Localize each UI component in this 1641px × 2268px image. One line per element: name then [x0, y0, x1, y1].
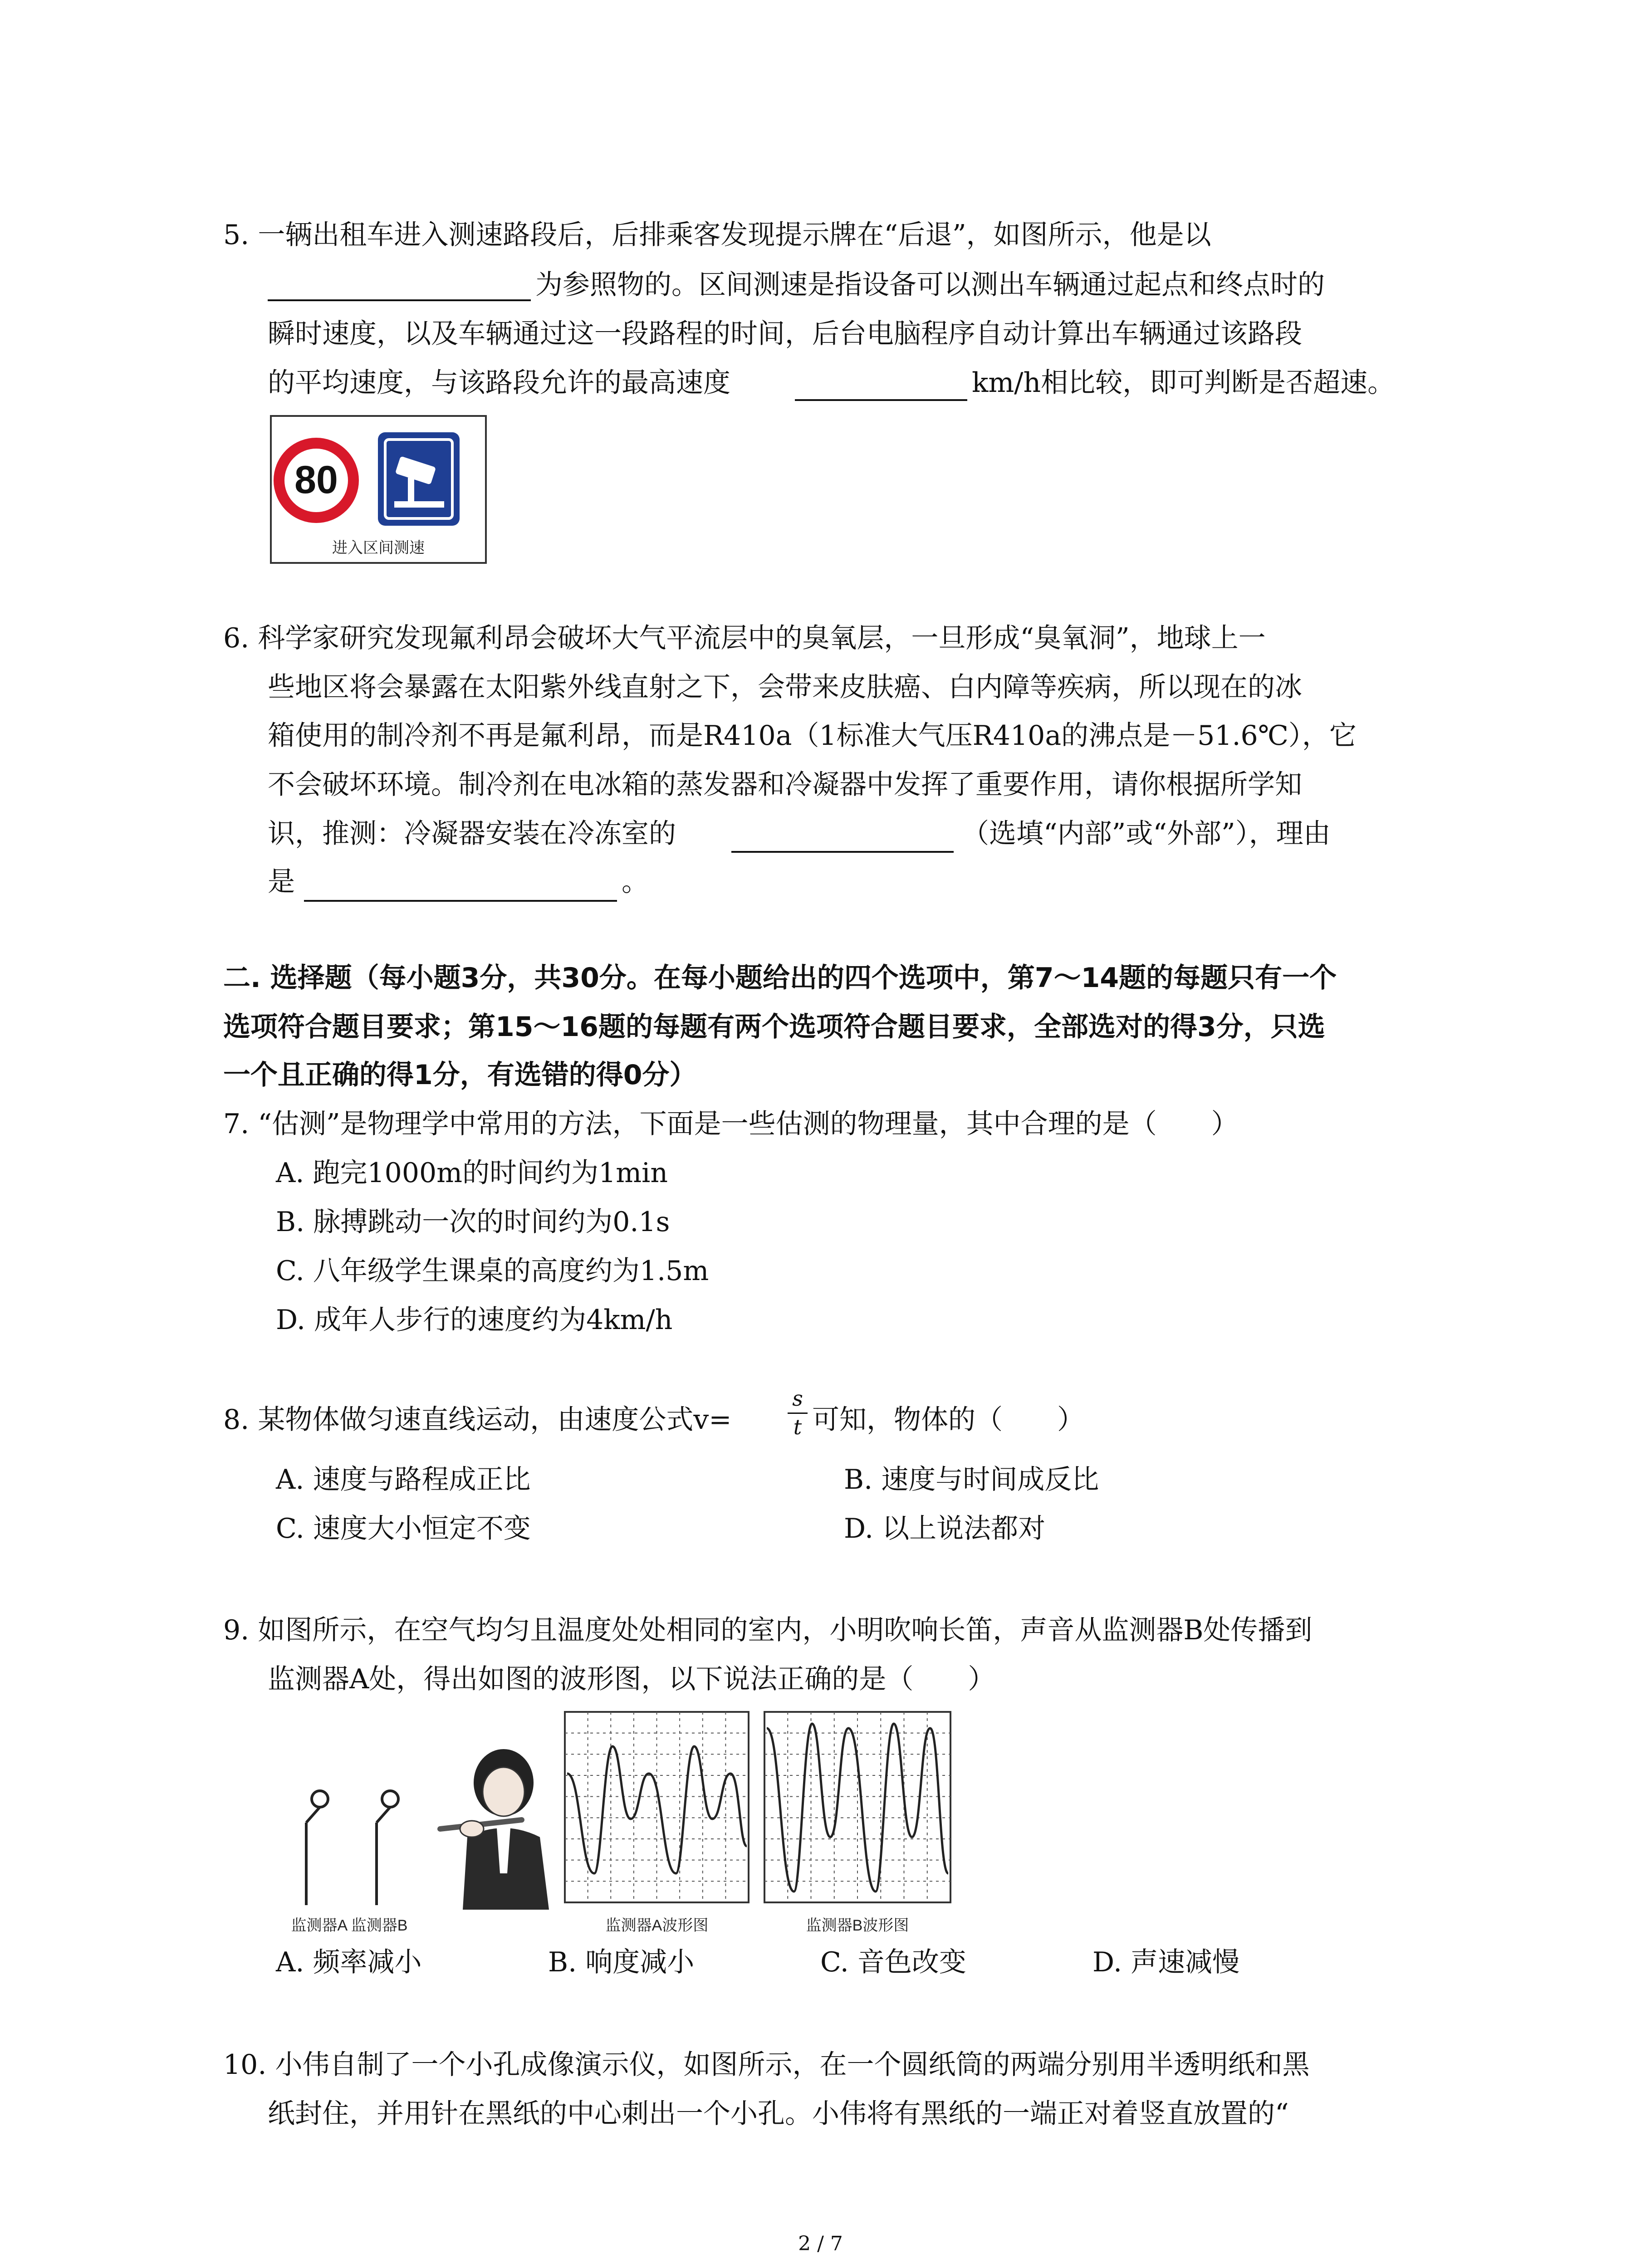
q5-line-4a: 的平均速度，与该路段允许的最高速度 [268, 367, 730, 399]
q8-option-b[interactable]: B. 速度与时间成反比 [844, 1464, 1099, 1496]
q9-option-c[interactable]: C. 音色改变 [820, 1946, 966, 1978]
q6-line-6b: 。 [622, 866, 649, 898]
page-number: 2 / 7 [798, 2232, 843, 2255]
speed-limit-number: 80 [294, 458, 338, 502]
q5-line-4b: km/h相比较，即可判断是否超速。 [972, 367, 1395, 399]
q5-line-1: 5. 一辆出租车进入测速路段后，后排乘客发现提示牌在“后退”，如图所示，他是以 [223, 219, 1211, 251]
q7-stem: 7. “估测”是物理学中常用的方法，下面是一些估测的物理量，其中合理的是（ ） [223, 1108, 1239, 1140]
q5-line-2: 为参照物的。区间测速是指设备可以测出车辆通过起点和终点时的 [535, 269, 1325, 301]
speed-camera-sign-figure [270, 415, 487, 564]
section2-heading-line-1: 二. 选择题（每小题3分，共30分。在每小题给出的四个选项中，第7～14题的每题只有一个 [223, 962, 1337, 994]
q8-fraction [788, 1388, 808, 1437]
q5-blank-2[interactable] [795, 399, 967, 401]
q8-fraction-denominator: t [793, 1415, 802, 1439]
speed-sign-graphic [272, 417, 485, 562]
detector-b-icon [377, 1791, 398, 1905]
q6-line-2: 些地区将会暴露在太阳紫外线直射之下，会带来皮肤癌、白内障等疾病，所以现在的冰 [268, 671, 1302, 703]
q6-line-4: 不会破坏环境。制冷剂在电冰箱的蒸发器和冷凝器中发挥了重要作用，请你根据所学知 [268, 769, 1302, 801]
flute-player-icon [440, 1749, 549, 1910]
q6-blank-1[interactable] [731, 851, 954, 853]
q8-option-d[interactable]: D. 以上说法都对 [844, 1513, 1046, 1545]
q9-option-b[interactable]: B. 响度减小 [548, 1946, 695, 1978]
q9-line-1: 9. 如图所示，在空气均匀且温度处处相同的室内，小明吹响长笛，声音从监测器B处传播到 [223, 1614, 1313, 1646]
q10-line-2: 纸封住，并用针在黑纸的中心刺出一个小孔。小伟将有黑纸的一端正对着竖直放置的“ [268, 2098, 1289, 2130]
q8-option-a[interactable]: A. 速度与路程成正比 [276, 1464, 531, 1496]
q7-option-a[interactable]: A. 跑完1000m的时间约为1min [276, 1157, 668, 1189]
q9-option-a[interactable]: A. 频率减小 [276, 1946, 422, 1978]
q6-line-5b: （选填“内部”或“外部”），理由 [962, 818, 1331, 850]
sign-caption: 进入区间测速 [332, 539, 425, 557]
q6-line-3: 箱使用的制冷剂不再是氟利昂，而是R410a（1标准大气压R410a的沸点是－51.6℃），它 [268, 720, 1357, 752]
waveform-a-caption: 监测器A波形图 [605, 1917, 709, 1934]
q9-line-2: 监测器A处，得出如图的波形图，以下说法正确的是（ ） [268, 1663, 995, 1695]
waveform-a-chart [565, 1712, 749, 1902]
section2-heading-line-2: 选项符合题目要求；第15～16题的每题有两个选项符合题目要求，全部选对的得3分，只选 [223, 1011, 1325, 1043]
q5-line-3: 瞬时速度，以及车辆通过这一段路程的时间，后台电脑程序自动计算出车辆通过该路段 [268, 318, 1302, 350]
q8-stem-a: 8. 某物体做匀速直线运动，由速度公式v= [223, 1404, 732, 1436]
q9-figure-graphic [268, 1710, 989, 1941]
q7-option-c[interactable]: C. 八年级学生课桌的高度约为1.5m [276, 1255, 709, 1287]
q8-option-c[interactable]: C. 速度大小恒定不变 [276, 1513, 531, 1545]
q9-figure [268, 1710, 989, 1941]
q6-line-1: 6. 科学家研究发现氟利昂会破坏大气平流层中的臭氧层，一旦形成“臭氧洞”，地球上一 [223, 622, 1266, 654]
detector-a-icon [306, 1791, 328, 1905]
q9-option-d[interactable]: D. 声速减慢 [1092, 1946, 1240, 1978]
q6-line-5a: 识，推测：冷凝器安装在冷冻室的 [268, 818, 676, 850]
q5-blank-1[interactable] [268, 299, 531, 301]
q6-blank-2[interactable] [304, 900, 617, 902]
q7-option-d[interactable]: D. 成年人步行的速度约为4km/h [276, 1304, 673, 1336]
q8-fraction-numerator: s [792, 1386, 803, 1411]
section2-heading-line-3: 一个且正确的得1分，有选错的得0分） [223, 1059, 697, 1091]
q7-option-b[interactable]: B. 脉搏跳动一次的时间约为0.1s [276, 1206, 670, 1238]
q6-line-6a: 是 [268, 866, 295, 898]
waveform-b-chart [764, 1712, 950, 1902]
detectors-caption: 监测器A 监测器B [291, 1917, 408, 1934]
q10-line-1: 10. 小伟自制了一个小孔成像演示仪，如图所示，在一个圆纸筒的两端分别用半透明纸和黑 [223, 2049, 1310, 2081]
waveform-b-caption: 监测器B波形图 [806, 1917, 909, 1934]
q8-stem-b: 可知，物体的（ ） [812, 1404, 1084, 1436]
